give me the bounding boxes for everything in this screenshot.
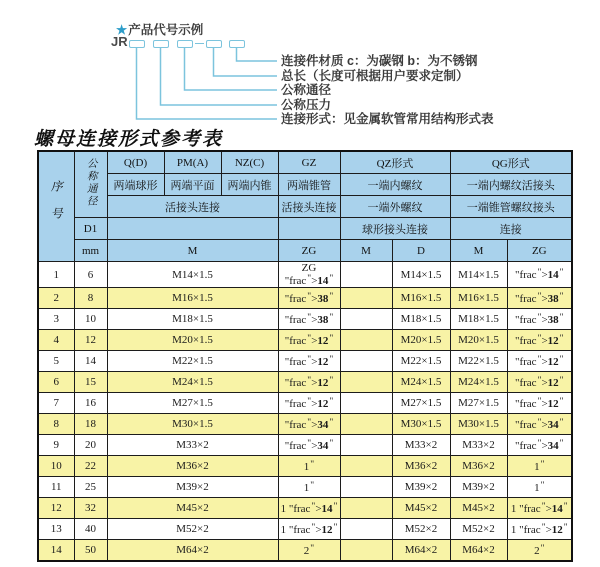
cell-gz: 1 "frac">14": [278, 498, 340, 519]
header-unit-qg-zg: ZG: [507, 240, 572, 262]
cell-qg-m: M39×2: [450, 477, 507, 498]
cell-gz: 1": [278, 456, 340, 477]
table-row: [38, 498, 572, 519]
table-row: [38, 372, 572, 393]
cell-gz: "frac">12": [278, 393, 340, 414]
cell-qz-d: M24×1.5: [392, 372, 450, 393]
table-row: [38, 456, 572, 477]
cell-qz-d: M27×1.5: [392, 393, 450, 414]
cell-qg-m: M24×1.5: [450, 372, 507, 393]
cell-dn: 6: [74, 262, 107, 288]
header-serial: 序号: [38, 151, 74, 262]
star-icon: ★: [116, 23, 128, 37]
table-body: [38, 262, 572, 562]
cell-dn: 25: [74, 477, 107, 498]
header-row-3: [38, 196, 572, 218]
table-title: 螺母连接形式参考表: [34, 129, 224, 150]
cell-gz: "frac">38": [278, 288, 340, 309]
header-sub-nz: 两端内锥: [221, 174, 278, 196]
label-nominal-diameter: 公称通径: [281, 83, 332, 97]
header-col-gz: GZ: [278, 151, 340, 174]
table-row: [38, 262, 572, 288]
cell-m: M52×2: [107, 519, 278, 540]
header-sub-qg: 一端内螺纹活接头: [450, 174, 572, 196]
cell-m: M33×2: [107, 435, 278, 456]
cell-qz-m: [340, 477, 392, 498]
cell-qg-m: M14×1.5: [450, 262, 507, 288]
cell-qg-zg: "frac">14": [507, 262, 572, 288]
table-row: [38, 540, 572, 562]
header-union-connection-gz: 活接头连接: [278, 196, 340, 218]
header-col-qz: QZ形式: [340, 151, 450, 174]
header-unit-qg-m: M: [450, 240, 507, 262]
cell-qg-zg: 1 "frac">14": [507, 498, 572, 519]
cell-gz: 1": [278, 477, 340, 498]
cell-dn: 18: [74, 414, 107, 435]
code-box-5: [229, 40, 245, 48]
header-unit-qz-m: M: [340, 240, 392, 262]
cell-qz-d: M18×1.5: [392, 309, 450, 330]
cell-m: M20×1.5: [107, 330, 278, 351]
cell-qg-zg: "frac">12": [507, 351, 572, 372]
cell-gz: "frac">12": [278, 372, 340, 393]
table-row: [38, 309, 572, 330]
cell-m: M64×2: [107, 540, 278, 562]
header-row-4: [38, 218, 572, 240]
cell-no: 5: [38, 351, 74, 372]
cell-qz-d: M33×2: [392, 435, 450, 456]
cell-gz: "frac">34": [278, 435, 340, 456]
cell-qg-zg: 1 "frac">12": [507, 519, 572, 540]
cell-dn: 16: [74, 393, 107, 414]
header-col-nz: NZ(C): [221, 151, 278, 174]
cell-qz-d: M45×2: [392, 498, 450, 519]
label-material: 连接件材质 c：为碳钢 b：为不锈钢: [281, 54, 478, 68]
header-taper-thread-joint: 一端锥管螺纹接头: [450, 196, 572, 218]
label-total-length: 总长（长度可根据用户要求定制）: [281, 69, 469, 83]
header-ball-joint-connection: 球形接头连接: [340, 218, 450, 240]
header-sub-gz: 两端锥管: [278, 174, 340, 196]
cell-qz-d: M20×1.5: [392, 330, 450, 351]
cell-qg-zg: "frac">34": [507, 414, 572, 435]
header-row-2: [38, 174, 572, 196]
product-code-title-text: 产品代号示例: [128, 23, 204, 37]
cell-dn: 32: [74, 498, 107, 519]
cell-m: M36×2: [107, 456, 278, 477]
cell-no: 3: [38, 309, 74, 330]
table-row: [38, 351, 572, 372]
cell-qg-zg: "frac">12": [507, 330, 572, 351]
cell-qz-d: M36×2: [392, 456, 450, 477]
cell-dn: 50: [74, 540, 107, 562]
header-col-qg: QG形式: [450, 151, 572, 174]
cell-dn: 22: [74, 456, 107, 477]
cell-qz-m: [340, 393, 392, 414]
cell-qg-m: M36×2: [450, 456, 507, 477]
header-sub-q: 两端球形: [107, 174, 164, 196]
cell-no: 9: [38, 435, 74, 456]
header-mm: mm: [74, 240, 107, 262]
cell-qg-m: M20×1.5: [450, 330, 507, 351]
cell-qz-d: M14×1.5: [392, 262, 450, 288]
cell-qz-d: M39×2: [392, 477, 450, 498]
cell-qz-m: [340, 330, 392, 351]
product-code-prefix: JR: [111, 34, 128, 49]
cell-qz-m: [340, 414, 392, 435]
cell-qg-m: M45×2: [450, 498, 507, 519]
cell-m: M27×1.5: [107, 393, 278, 414]
cell-qg-zg: "frac">34": [507, 435, 572, 456]
cell-gz: ZG "frac">14": [278, 262, 340, 288]
cell-m: M22×1.5: [107, 351, 278, 372]
cell-gz: "frac">38": [278, 309, 340, 330]
cell-qg-zg: 1": [507, 477, 572, 498]
cell-qz-m: [340, 498, 392, 519]
cell-gz: 1 "frac">12": [278, 519, 340, 540]
cell-qz-m: [340, 288, 392, 309]
header-d1: D1: [74, 218, 107, 240]
cell-no: 11: [38, 477, 74, 498]
cell-qz-d: M64×2: [392, 540, 450, 562]
code-dash: [195, 43, 204, 44]
header-unit-zg: ZG: [278, 240, 340, 262]
header-union-connection: 活接头连接: [107, 196, 278, 218]
header-col-pm: PM(A): [164, 151, 221, 174]
table-row: [38, 288, 572, 309]
cell-qz-m: [340, 351, 392, 372]
cell-dn: 8: [74, 288, 107, 309]
cell-no: 8: [38, 414, 74, 435]
nut-connection-table: [37, 150, 573, 562]
label-connection-form: 连接形式：见金属软管常用结构形式表: [281, 112, 494, 126]
cell-gz: 2": [278, 540, 340, 562]
cell-qg-m: M33×2: [450, 435, 507, 456]
table-row: [38, 414, 572, 435]
header-blank-gz: [278, 218, 340, 240]
header-blank-m: [107, 218, 278, 240]
cell-qz-d: M22×1.5: [392, 351, 450, 372]
table-row: [38, 393, 572, 414]
cell-dn: 10: [74, 309, 107, 330]
code-box-1: [129, 40, 145, 48]
cell-no: 13: [38, 519, 74, 540]
cell-gz: "frac">12": [278, 330, 340, 351]
cell-no: 12: [38, 498, 74, 519]
cell-dn: 40: [74, 519, 107, 540]
cell-qg-zg: "frac">38": [507, 288, 572, 309]
cell-dn: 12: [74, 330, 107, 351]
header-connection: 连接: [450, 218, 572, 240]
cell-dn: 20: [74, 435, 107, 456]
cell-qg-m: M18×1.5: [450, 309, 507, 330]
cell-no: 7: [38, 393, 74, 414]
label-nominal-pressure: 公称压力: [281, 98, 332, 112]
cell-qg-m: M16×1.5: [450, 288, 507, 309]
cell-no: 2: [38, 288, 74, 309]
cell-qg-zg: "frac">12": [507, 393, 572, 414]
product-code-title: [116, 20, 203, 38]
cell-m: M16×1.5: [107, 288, 278, 309]
cell-no: 14: [38, 540, 74, 562]
cell-qz-m: [340, 540, 392, 562]
cell-qz-m: [340, 309, 392, 330]
code-box-2: [153, 40, 169, 48]
header-sub-pm: 两端平面: [164, 174, 221, 196]
cell-qz-m: [340, 456, 392, 477]
cell-dn: 15: [74, 372, 107, 393]
table-row: [38, 330, 572, 351]
code-box-4: [206, 40, 222, 48]
cell-qg-m: M64×2: [450, 540, 507, 562]
cell-qz-d: M52×2: [392, 519, 450, 540]
cell-m: M39×2: [107, 477, 278, 498]
cell-no: 6: [38, 372, 74, 393]
cell-qg-zg: 1": [507, 456, 572, 477]
cell-no: 10: [38, 456, 74, 477]
cell-qg-m: M22×1.5: [450, 351, 507, 372]
code-box-3: [177, 40, 193, 48]
cell-gz: "frac">34": [278, 414, 340, 435]
cell-m: M14×1.5: [107, 262, 278, 288]
table-row: [38, 519, 572, 540]
header-row-5: [38, 240, 572, 262]
cell-qz-d: M30×1.5: [392, 414, 450, 435]
header-nominal-diameter: 公称通径: [74, 151, 107, 218]
header-col-q: Q(D): [107, 151, 164, 174]
header-unit-qz-d: D: [392, 240, 450, 262]
cell-qz-d: M16×1.5: [392, 288, 450, 309]
cell-qz-m: [340, 262, 392, 288]
cell-qg-zg: 2": [507, 540, 572, 562]
cell-no: 4: [38, 330, 74, 351]
table-row: [38, 477, 572, 498]
cell-m: M18×1.5: [107, 309, 278, 330]
cell-qg-zg: "frac">38": [507, 309, 572, 330]
cell-qg-zg: "frac">12": [507, 372, 572, 393]
cell-qg-m: M52×2: [450, 519, 507, 540]
table-row: [38, 435, 572, 456]
cell-qz-m: [340, 372, 392, 393]
cell-m: M30×1.5: [107, 414, 278, 435]
cell-qz-m: [340, 519, 392, 540]
header-sub-qz: 一端内螺纹: [340, 174, 450, 196]
cell-qg-m: M27×1.5: [450, 393, 507, 414]
cell-m: M24×1.5: [107, 372, 278, 393]
header-external-thread: 一端外螺纹: [340, 196, 450, 218]
header-unit-m: M: [107, 240, 278, 262]
header-row-1: [38, 151, 572, 174]
cell-dn: 14: [74, 351, 107, 372]
cell-qz-m: [340, 435, 392, 456]
cell-m: M45×2: [107, 498, 278, 519]
cell-qg-m: M30×1.5: [450, 414, 507, 435]
cell-no: 1: [38, 262, 74, 288]
cell-gz: "frac">12": [278, 351, 340, 372]
